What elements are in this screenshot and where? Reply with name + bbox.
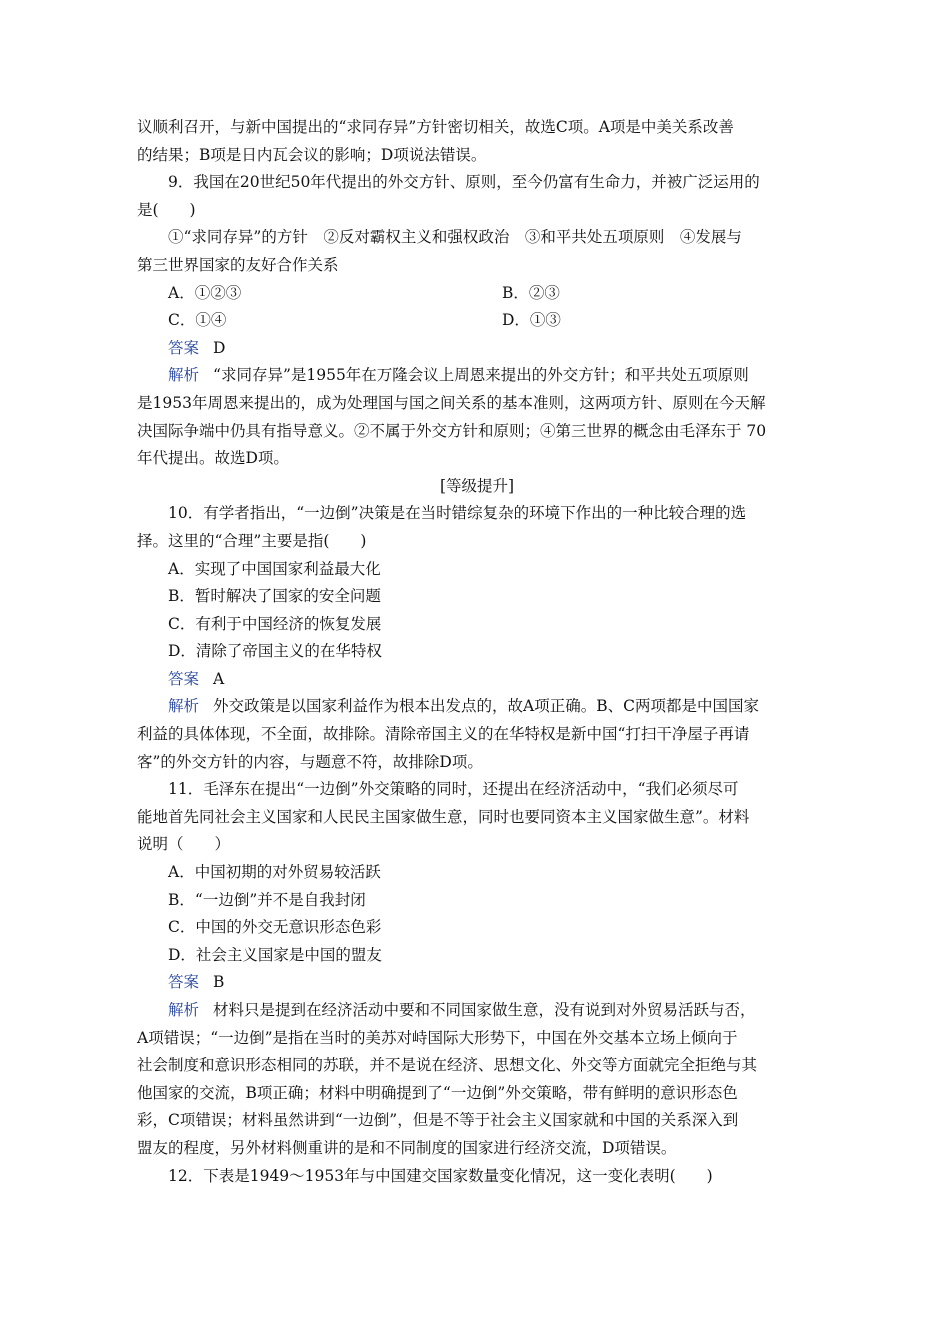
- q9-items: ①“求同存异”的方针 ②反对霸权主义和强权政治 ③和平共处五项原则 ④发展与: [168, 228, 742, 247]
- q10-option-b: B．暂时解决了国家的安全问题: [168, 587, 381, 606]
- analysis-text: 外交政策是以国家利益作为根本出发点的，故A项正确。B、C两项都是中国国家: [213, 697, 759, 716]
- answer-value: D: [213, 338, 226, 357]
- q9-option-c: C．①④: [168, 311, 227, 330]
- intro-line: 议顺利召开，与新中国提出的“求同存异”方针密切相关，故选C项。A项是中美关系改善: [137, 118, 734, 136]
- answer-value: B: [213, 973, 225, 992]
- q11-analysis: 他国家的交流，B项正确；材料中明确提到了“一边倒”外交策略，带有鲜明的意识形态色: [137, 1083, 738, 1102]
- q9-options-row: [137, 307, 817, 335]
- analysis-label: 解析: [168, 366, 200, 385]
- q10-analysis: 客”的外交方针的内容，与题意不符，故排除D项。: [137, 752, 483, 771]
- intro-line: 的结果；B项是日内瓦会议的影响；D项说法错误。: [137, 145, 487, 164]
- document-page: [137, 114, 817, 1190]
- answer-label: 答案: [168, 973, 200, 992]
- q11-option-a: A．中国初期的对外贸易较活跃: [168, 863, 381, 882]
- q11-stem: 11．毛泽东在提出“一边倒”外交策略的同时，还提出在经济活动中，“我们必须尽可: [168, 780, 739, 799]
- q9-option-d: D．①③: [502, 311, 561, 330]
- q10-option-a: A．实现了中国国家利益最大化: [168, 559, 381, 578]
- q11-stem: 能地首先同社会主义国家和人民民主国家做生意，同时也要同资本主义国家做生意”。材料: [137, 807, 750, 826]
- q11-answer: [137, 969, 817, 997]
- analysis-text: 材料只是提到在经济活动中要和不同国家做生意，没有说到对外贸易活跃与否，: [213, 1001, 756, 1019]
- q10-option-c: C．有利于中国经济的恢复发展: [168, 614, 382, 633]
- q9-analysis: 是1953年周恩来提出的，成为处理国与国之间关系的基本准则，这两项方针、原则在今天解: [137, 393, 766, 412]
- q10-analysis: 利益的具体体现，不全面，故排除。清除帝国主义的在华特权是新中国“打扫干净屋子再请: [137, 725, 750, 744]
- q11-analysis: [137, 997, 817, 1025]
- q9-option-a: A．①②③: [168, 283, 242, 302]
- q9-option-b: B．②③: [502, 283, 560, 302]
- q9-analysis: 决国际争端中仍具有指导意义。②不属于外交方针和原则；④第三世界的概念由毛泽东于 70: [137, 421, 767, 440]
- q11-analysis: A项错误；“一边倒”是指在当时的美苏对峙国际大形势下，中国在外交基本立场上倾向于: [137, 1028, 738, 1047]
- q9-items: 第三世界国家的友好合作关系: [137, 255, 339, 274]
- section-title: [等级提升]: [439, 476, 515, 495]
- q9-analysis: [137, 362, 817, 390]
- q11-option-b: B．“一边倒”并不是自我封闭: [168, 890, 366, 909]
- analysis-label: 解析: [168, 1001, 200, 1019]
- q11-analysis: 彩，C项错误；材料虽然讲到“一边倒”，但是不等于社会主义国家就和中国的关系深入到: [137, 1111, 739, 1130]
- q9-analysis: 年代提出。故选D项。: [137, 449, 289, 468]
- q9-answer: [137, 335, 817, 363]
- q9-stem: 9．我国在20世纪50年代提出的外交方针、原则，至今仍富有生命力，并被广泛运用的: [168, 173, 760, 192]
- q10-stem: 择。这里的“合理”主要是指( ): [137, 531, 367, 550]
- q10-stem: 10．有学者指出，“一边倒”决策是在当时错综复杂的环境下作出的一种比较合理的选: [168, 504, 747, 523]
- q9-options-row: [137, 280, 817, 308]
- analysis-text: “求同存异”是1955年在万隆会议上周恩来提出的外交方针；和平共处五项原则: [213, 366, 749, 385]
- q9-stem: 是( ): [137, 200, 196, 219]
- q11-option-d: D．社会主义国家是中国的盟友: [168, 945, 382, 964]
- q10-option-d: D．清除了帝国主义的在华特权: [168, 642, 382, 661]
- q12-stem: 12．下表是1949～1953年与中国建交国家数量变化情况，这一变化表明( ): [168, 1166, 713, 1185]
- q11-analysis: 盟友的程度，另外材料侧重讲的是和不同制度的国家进行经济交流，D项错误。: [137, 1138, 677, 1157]
- answer-value: A: [213, 669, 225, 688]
- q11-analysis: 社会制度和意识形态相同的苏联，并不是说在经济、思想文化、外交等方面就完全拒绝与其: [137, 1056, 758, 1075]
- analysis-label: 解析: [168, 697, 200, 716]
- q10-answer: [137, 666, 817, 694]
- q10-analysis: [137, 693, 817, 721]
- answer-label: 答案: [168, 338, 200, 357]
- answer-label: 答案: [168, 669, 200, 688]
- q11-option-c: C．中国的外交无意识形态色彩: [168, 918, 382, 937]
- q11-stem: 说明（ ）: [137, 835, 231, 854]
